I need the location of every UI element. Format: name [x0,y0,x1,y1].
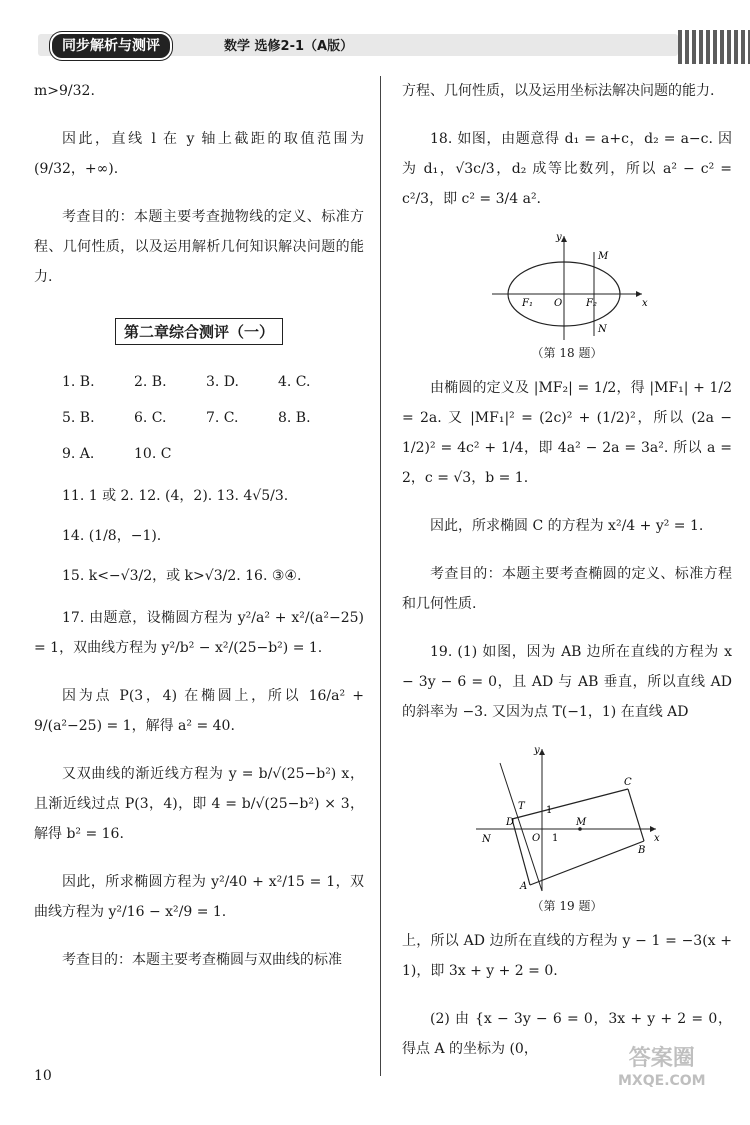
fig19-t-label: T [518,801,525,812]
fig19-origin-label: O [532,833,541,844]
page-number: 10 [34,1068,52,1084]
section-heading-wrap [34,318,364,345]
answer-5: 5. B. [62,410,95,426]
header-decoration [678,30,750,64]
fig19-m-label: M [576,817,587,828]
fig19-y-label: y [534,745,540,756]
q18-definition: 由椭圆的定义及 |MF₂| = 1/2，得 |MF₁| + 1/2 = 2a. 又 |MF₁|² = (2c)² + (1/2)²，所以 (2a − 1/2)² = 4c² + 1/4，即 4a² − 2a = 3a². 所以 a = 2，c = √3，b = 1. [402,380,732,486]
fig18-caption: （第 18 题） [531,346,603,360]
answer-1: 1. B. [62,374,95,390]
q17-conclusion: 因此，所求椭圆方程为 y²/40 + x²/15 = 1，双曲线方程为 y²/16 − x²/9 = 1. [34,874,364,920]
fig19-c-label: C [624,777,632,788]
watermark-line1: 答案圈 [628,1046,695,1071]
q18-setup: 18. 如图，由题意得 d₁ = a+c，d₂ = a−c. 因为 d₁，√3c/3，d₂ 成等比数列，所以 a² − c² = c²/3，即 c² = 3/4 a². [402,131,732,207]
text-intercept-range: 因此，直线 l 在 y 轴上截距的取值范围为(9/32，+∞). [34,131,364,177]
q17-setup: 17. 由题意，设椭圆方程为 y²/a² + x²/(a²−25) = 1，双曲线方程为 y²/b² − x²/(25−b²) = 1. [34,610,364,656]
fig19-d-label: D [506,817,515,828]
answer-6: 6. C. [134,410,167,426]
fig19-b-label: B [638,845,646,856]
answers-row-1 [62,369,364,395]
fig18-y-label: y [556,232,562,243]
answer-2: 2. B. [134,374,167,390]
answer-10: 10. C [134,446,172,462]
watermark-line2: MXQE.COM [618,1073,706,1089]
fig19-x-one-label: 1 [552,833,559,844]
answer-8: 8. B. [278,410,311,426]
fig18-x-label: x [642,298,648,309]
answer-7: 7. C. [206,410,239,426]
right-column [402,76,732,1082]
book-series-badge: 同步解析与测评 [50,32,172,60]
fig19-y-one-label: 1 [546,805,553,816]
subject-label: 数学 选修2-1（A版） [224,39,354,54]
fig19-n-label: N [482,834,491,845]
q19-part1: 19. (1) 如图，因为 AB 边所在直线的方程为 x − 3y − 6 = 0，且 AD 与 AB 垂直，所以直线 AD 的斜率为 −3. 又因为点 T(−1，1) 在直线 AD [402,644,732,720]
fig19-a-label: A [520,881,528,892]
q17-objective: 考查目的：本题主要考查椭圆与双曲线的标准 [62,952,342,968]
answers-row-3 [62,441,364,467]
watermark-logo [618,1048,706,1092]
answers-11-13: 11. 1 或 2. 12. (4，2). 13. 4√5/3. [62,488,289,504]
fig18-f1-label: F₁ [522,298,533,309]
figure-19-rectangle [472,745,662,895]
text-objective-continued: 方程、几何性质，以及运用坐标法解决问题的能力. [402,83,715,99]
q19-line-ad: 上，所以 AD 边所在直线的方程为 y − 1 = −3(x + 1)，即 3x + y + 2 = 0. [402,933,732,979]
fig19-x-label: x [654,833,660,844]
q19-part2: (2) 由 {x − 3y − 6 = 0，3x + y + 2 = 0，得点 A 的坐标为 (0， [402,1011,732,1057]
left-column [34,76,364,993]
text-m-bound: m>9/32. [34,83,95,99]
page-header [38,26,718,66]
answers-15-16: 15. k<−√3/2，或 k>√3/2. 16. ③④. [62,568,302,584]
fig18-origin-label: O [554,298,563,309]
section-title: 第二章综合测评（一） [115,318,283,345]
answer-14: 14. (1/8，−1). [62,528,162,544]
text-objective-parabola: 考查目的：本题主要考查抛物线的定义、标准方程、几何性质，以及运用解析几何知识解决问题的能力. [34,209,364,285]
answer-4: 4. C. [278,374,311,390]
column-divider [380,76,381,1076]
answer-9: 9. A. [62,446,95,462]
q17-point-p: 因为点 P(3，4) 在椭圆上，所以 16/a² + 9/(a²−25) = 1，解得 a² = 40. [34,688,364,734]
fig18-m-label: M [598,251,609,262]
figure-18-ellipse [482,232,652,342]
fig19-caption: （第 19 题） [531,899,603,913]
answer-3: 3. D. [206,374,239,390]
q18-equation: 因此，所求椭圆 C 的方程为 x²/4 + y² = 1. [430,518,704,534]
fig18-n-label: N [598,324,607,335]
fig18-f2-label: F₂ [586,298,597,309]
answers-row-2 [62,405,364,431]
q17-asymptote: 又双曲线的渐近线方程为 y = b/√(25−b²) x，且渐近线过点 P(3，4)，即 4 = b/√(25−b²) × 3，解得 b² = 16. [34,766,364,842]
q18-objective: 考查目的：本题主要考查椭圆的定义、标准方程和几何性质. [402,566,732,612]
